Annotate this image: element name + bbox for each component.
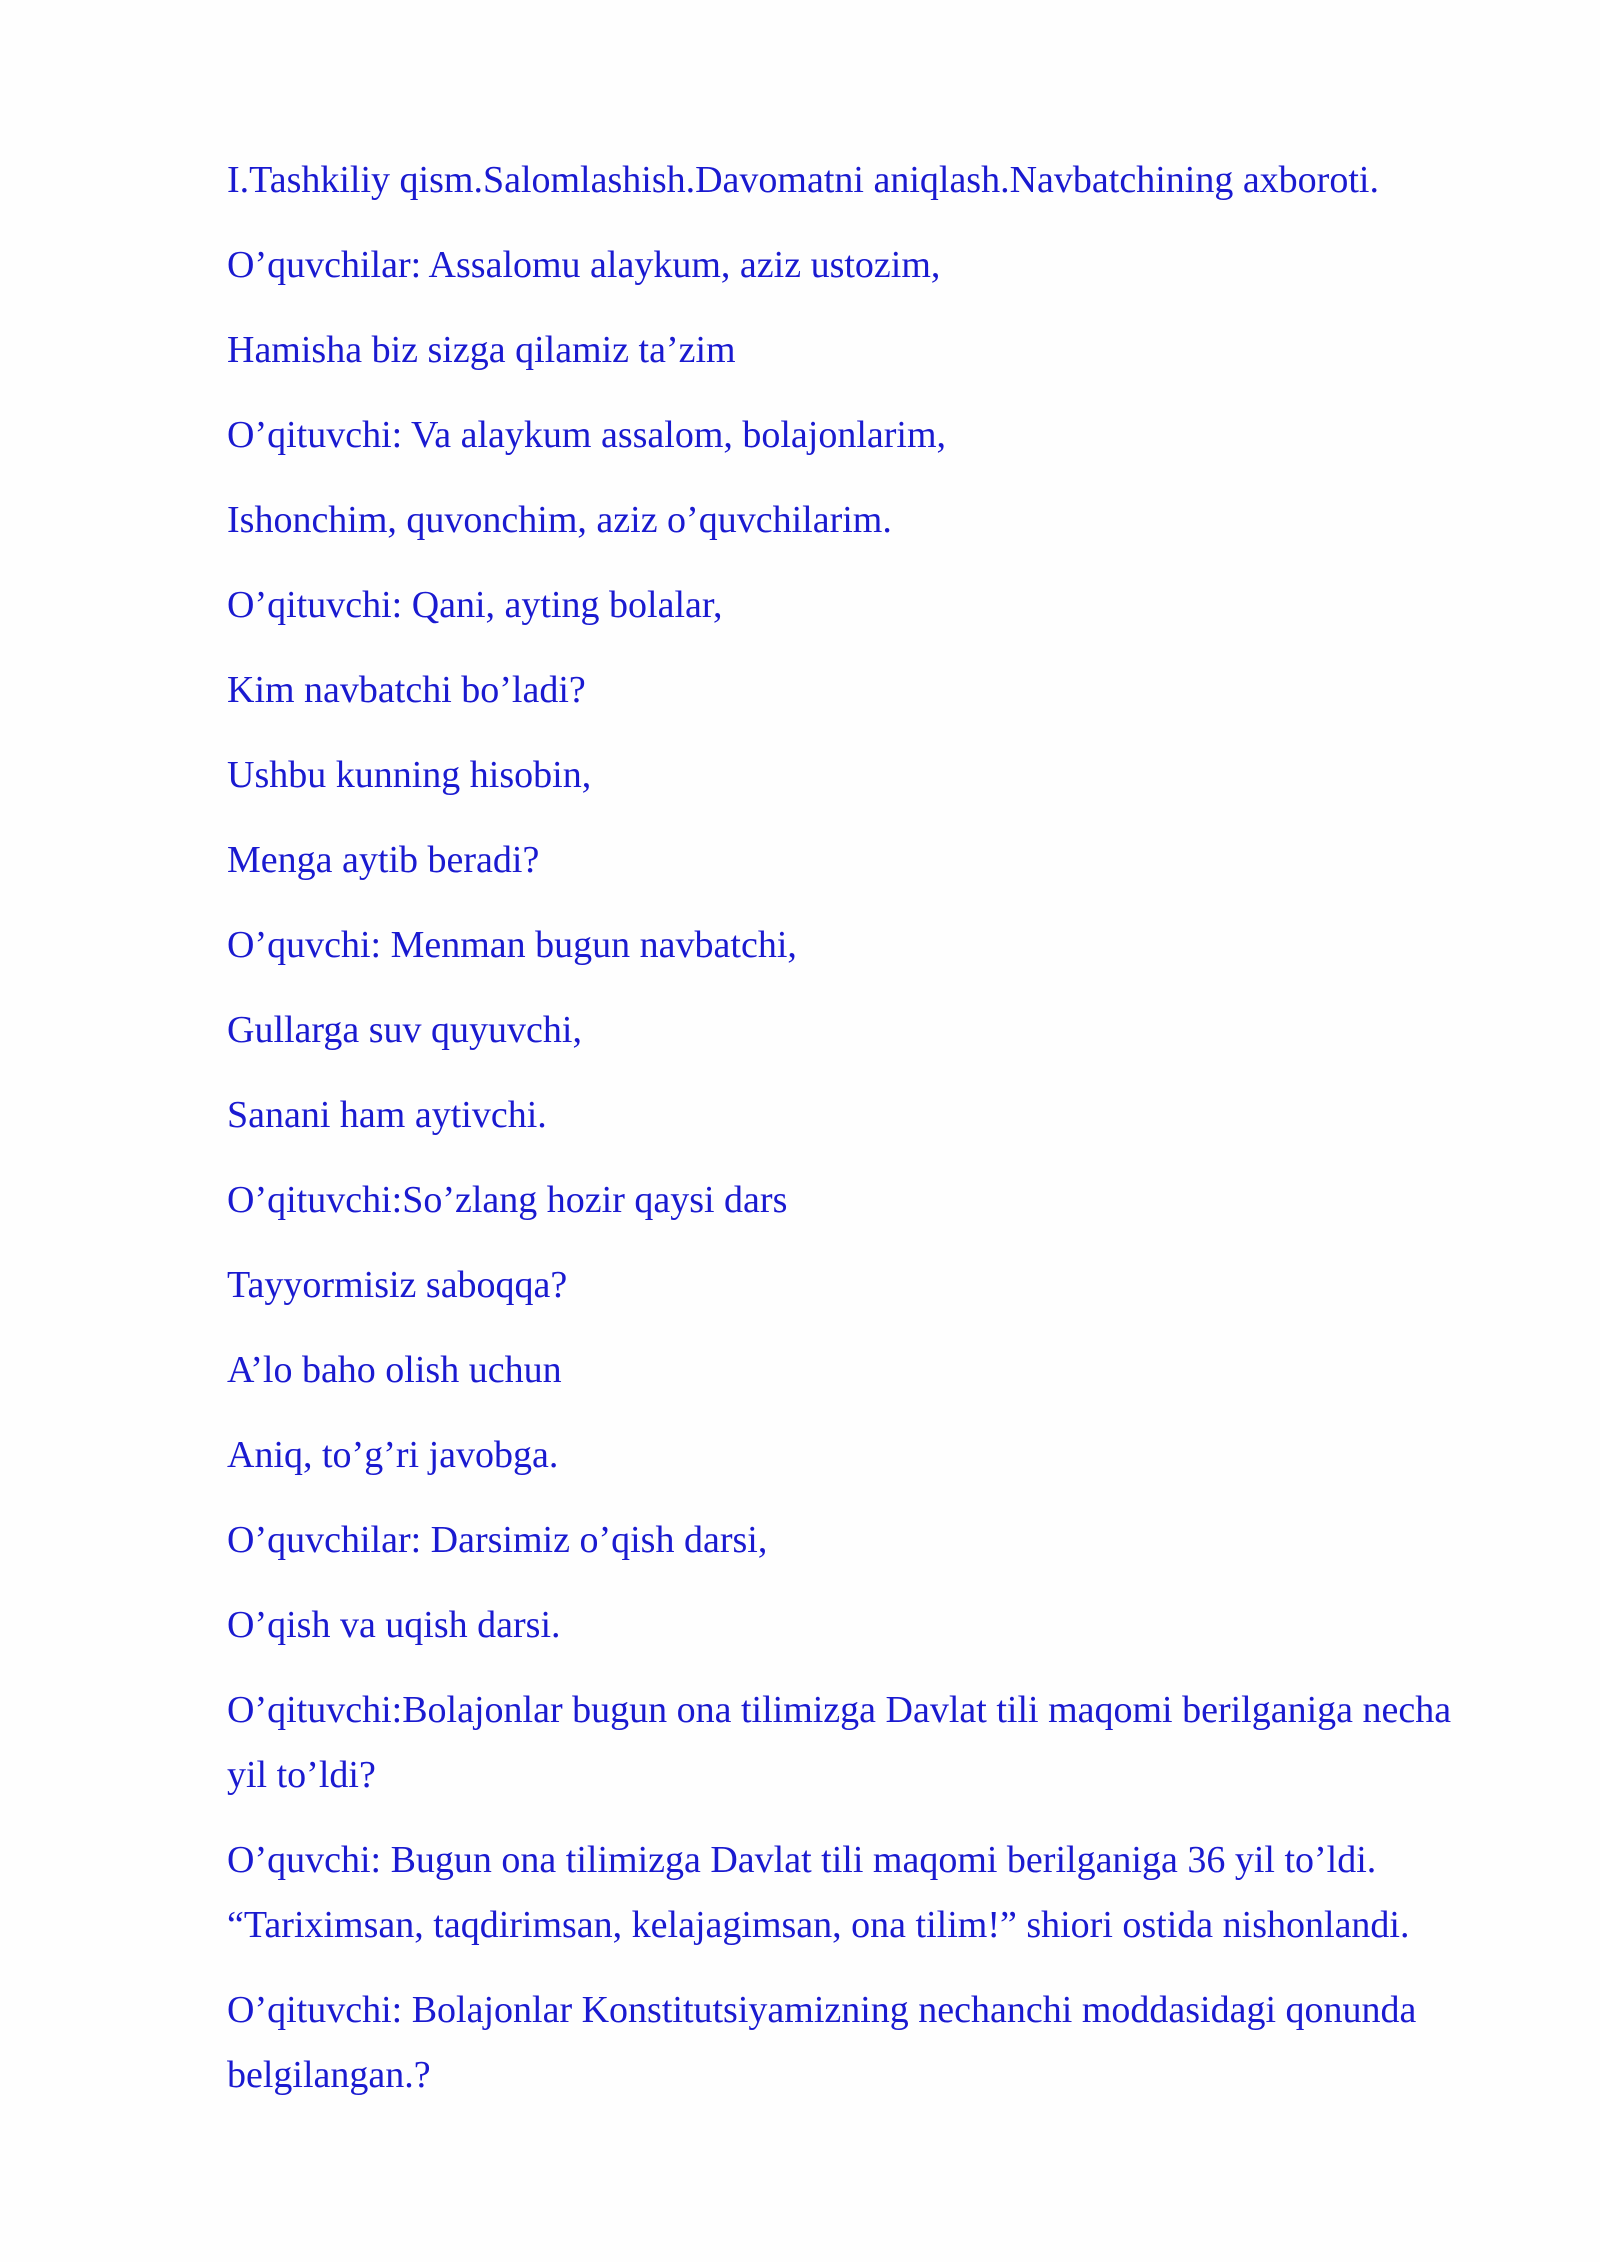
paragraph: Gullarga suv quyuvchi, bbox=[227, 1009, 582, 1051]
paragraph: O’qituvchi: Qani, ayting bolalar, bbox=[227, 584, 723, 626]
paragraph: O’quvchi: Bugun ona tilimizga Davlat tili maqomi berilganiga 36 yil to’ldi. “Tariximsan, taqdirimsan, kelajagimsan, ona tilim!” shiori ostida nishonlandi. bbox=[227, 1839, 1410, 1946]
paragraph: Menga aytib beradi? bbox=[227, 839, 540, 881]
paragraph: O’qituvchi: Bolajonlar Konstitutsiyamizning nechanchi moddasidagi qonunda belgilangan.? bbox=[227, 1989, 1417, 2096]
paragraph: Sanani ham aytivchi. bbox=[227, 1094, 547, 1136]
paragraph: O’qish va uqish darsi. bbox=[227, 1604, 561, 1646]
paragraph: O’quvchilar: Assalomu alaykum, aziz ustozim, bbox=[227, 244, 941, 286]
paragraph: O’qituvchi:Bolajonlar bugun ona tilimizga Davlat tili maqomi berilganiga necha yil to’ldi? bbox=[227, 1689, 1452, 1796]
paragraph: Ishonchim, quvonchim, aziz o’quvchilarim. bbox=[227, 499, 892, 541]
paragraph: Aniq, to’g’ri javobga. bbox=[227, 1434, 559, 1476]
paragraph: O’quvchilar: Darsimiz o’qish darsi, bbox=[227, 1519, 768, 1561]
paragraph: O’quvchi: Menman bugun navbatchi, bbox=[227, 924, 797, 966]
paragraph: I.Tashkiliy qism.Salomlashish.Davomatni aniqlash.Navbatchining axboroti. bbox=[227, 159, 1379, 201]
paragraph: O’qituvchi: Va alaykum assalom, bolajonlarim, bbox=[227, 414, 947, 456]
paragraph: Kim navbatchi bo’ladi? bbox=[227, 669, 586, 711]
paragraph: Hamisha biz sizga qilamiz ta’zim bbox=[227, 329, 736, 371]
paragraph: Ushbu kunning hisobin, bbox=[227, 754, 592, 796]
paragraph: Tayyormisiz saboqqa? bbox=[227, 1264, 568, 1306]
paragraph: A’lo baho olish uchun bbox=[227, 1349, 562, 1391]
paragraph: O’qituvchi:So’zlang hozir qaysi dars bbox=[227, 1179, 788, 1221]
document-body bbox=[227, 148, 1457, 2128]
